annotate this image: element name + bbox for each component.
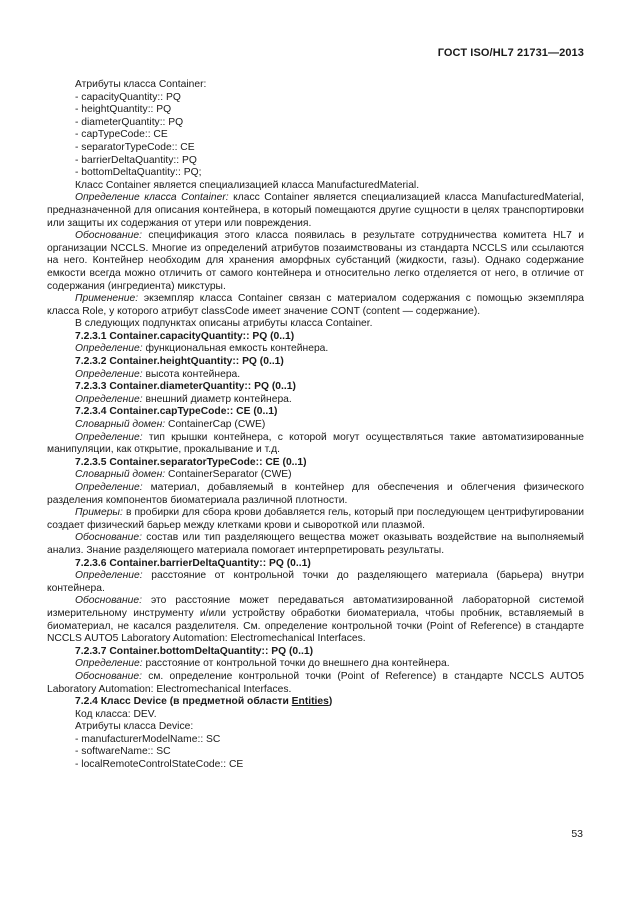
paragraph-text: материал, добавляемый в контейнер для обеспечения и облегчения физического разделения компонентов биоматериала различной плотности. — [47, 482, 584, 506]
paragraph — [47, 394, 584, 407]
paragraph-text: см. определение контрольной точки (Point of Reference) в стандарте NCCLS AUTO5 Laboratory Automation: Electromechanical Interfaces. — [47, 670, 584, 695]
paragraph — [47, 532, 584, 557]
section-heading: 7.2.3.2 Container.heightQuantity:: PQ (0..1) — [75, 356, 284, 368]
attribute-list-item: - barrierDeltaQuantity:: PQ — [75, 154, 197, 166]
paragraph-text: это расстояние может передаваться автоматизированной лабораторной системой измерительному инструменту и/или устройству обработки биоматериала, чтобы пробник, вставляемый в биоматериал, не касался разделителя. См. определение контрольной точки (Point of Reference) в стандарте NCCLS AUTO5 Laboratory Automation: Electromechanical Interfaces. — [47, 595, 584, 645]
paragraph-text: высота контейнера. — [142, 368, 241, 380]
paragraph — [47, 507, 584, 532]
entities-link[interactable]: Entities — [291, 696, 329, 708]
attribute-list-item: - bottomDeltaQuantity:: PQ; — [75, 167, 202, 179]
heading-text-end: ) — [328, 696, 333, 708]
section-heading: 7.2.3.3 Container.diameterQuantity:: PQ (0..1) — [75, 381, 296, 393]
attribute-list-item: - capacityQuantity:: PQ — [75, 91, 181, 103]
paragraph-label: Определение класса Container: — [75, 192, 229, 204]
paragraph — [47, 432, 584, 457]
paragraph-text: тип крышки контейнера, с которой могут осуществляться такие автоматизированные манипуляции, как открытие, прокалывание и т.д. — [47, 431, 584, 456]
section-heading: 7.2.3.7 Container.bottomDeltaQuantity:: PQ (0..1) — [75, 645, 314, 657]
paragraph — [47, 482, 584, 507]
attribute-list-item: - capTypeCode:: CE — [75, 129, 168, 141]
paragraph — [47, 595, 584, 645]
attribute-list-item: - manufacturerModelName:: SC — [75, 733, 221, 745]
attribute-list-item: - localRemoteControlStateCode:: CE — [75, 759, 244, 771]
paragraph-label: Применение: — [75, 293, 139, 305]
paragraph — [47, 469, 584, 482]
paragraph-text: состав или тип разделяющего вещества может оказывать воздействие на выполняемый анализ. Знание разделяющего материала помогает интерпретировать результаты. — [47, 532, 584, 556]
paragraph-label: Определение: — [75, 393, 143, 405]
text-line: Класс Container является специализацией класса ManufacturedMaterial. — [75, 179, 420, 191]
paragraph-label: Определение: — [75, 658, 143, 670]
paragraph-text: ContainerCap (CWE) — [165, 419, 266, 431]
paragraph-label: Обоснование: — [75, 595, 142, 607]
paragraph-text: функциональная емкость контейнера. — [142, 343, 329, 355]
standard-header: ГОСТ ISO/HL7 21731—2013 — [437, 47, 584, 59]
page-number: 53 — [571, 828, 583, 840]
section-heading: 7.2.3.4 Container.capTypeCode:: CE (0..1) — [75, 406, 278, 418]
paragraph-text: спецификация этого класса появилась в результате сотрудничества комитета HL7 и организации NCCLS. Многие из определений атрибутов позаимствованы из стандарта NCCLS или ссылаются на него. Контейнер необходим для хранения аморфных субстанций (жидкости, газы). Однако содержание емкости всегда можно отличить от самого контейнера и относительно легко отделяется от него, в отличие от содержания (ингредиента) микстуры. — [47, 230, 584, 292]
paragraph-label: Обоснование: — [75, 670, 142, 682]
paragraph-label: Примеры: — [75, 507, 123, 519]
heading-text: 7.2.4 Класс Device (в предметной области — [75, 696, 292, 708]
paragraph-text: в пробирки для сбора крови добавляется гель, который при последующем центрифугировании создает физический барьер между клетками крови и сывороткой или плазмой. — [47, 507, 584, 531]
section-heading: 7.2.3.6 Container.barrierDeltaQuantity:: PQ (0..1) — [75, 557, 311, 569]
text-line: Код класса: DEV. — [75, 708, 157, 720]
paragraph — [47, 369, 584, 382]
paragraph — [47, 192, 584, 230]
attribute-list-item: - softwareName:: SC — [75, 746, 171, 758]
attribute-list-item: - diameterQuantity:: PQ — [75, 116, 184, 128]
paragraph-text: класс Container является специализацией класса ManufacturedMaterial, предназначенной для описания контейнера, в который помещаются другие сущности в целях транспортировки или защиты их содержания от утери или повреждения. — [47, 192, 584, 229]
paragraph-label: Словарный домен: — [75, 419, 166, 431]
section-heading: 7.2.3.5 Container.separatorTypeCode:: CE (0..1) — [75, 456, 307, 468]
paragraph-label: Словарный домен: — [75, 469, 166, 481]
text-line: В следующих подпунктах описаны атрибуты класса Container. — [75, 318, 373, 330]
paragraph-text: внешний диаметр контейнера. — [142, 393, 292, 405]
paragraph-text: экземпляр класса Container связан с материалом содержания с помощью экземпляра класса Role, у которого атрибут classCode имеет значение CONT (content — содержание). — [47, 293, 584, 317]
text-line: Атрибуты класса Container: — [75, 79, 207, 90]
attribute-list-item: - separatorTypeCode:: CE — [75, 141, 195, 153]
paragraph-text: расстояние от контрольной точки до внешнего дна контейнера. — [142, 658, 450, 670]
paragraph-label: Определение: — [75, 343, 143, 355]
paragraph-label: Определение: — [75, 431, 143, 443]
paragraph — [47, 570, 584, 595]
section-heading — [47, 696, 584, 709]
paragraph — [47, 419, 584, 432]
paragraph — [47, 230, 584, 293]
paragraph-label: Определение: — [75, 482, 143, 493]
text-line: Атрибуты класса Device: — [75, 721, 194, 733]
attribute-list-item: - heightQuantity:: PQ — [75, 104, 172, 116]
paragraph — [47, 658, 584, 671]
paragraph-label: Определение: — [75, 368, 143, 380]
paragraph — [47, 343, 584, 356]
paragraph-text: ContainerSeparator (CWE) — [165, 469, 292, 481]
paragraph — [47, 671, 584, 696]
document-body — [47, 79, 584, 772]
paragraph-label: Обоснование: — [75, 532, 142, 544]
paragraph-label: Определение: — [75, 570, 143, 582]
paragraph-label: Обоснование: — [75, 230, 142, 242]
paragraph — [47, 293, 584, 318]
section-heading: 7.2.3.1 Container.capacityQuantity:: PQ (0..1) — [75, 330, 295, 342]
paragraph-text: расстояние от контрольной точки до разделяющего материала (барьера) внутри контейнера. — [47, 570, 584, 594]
